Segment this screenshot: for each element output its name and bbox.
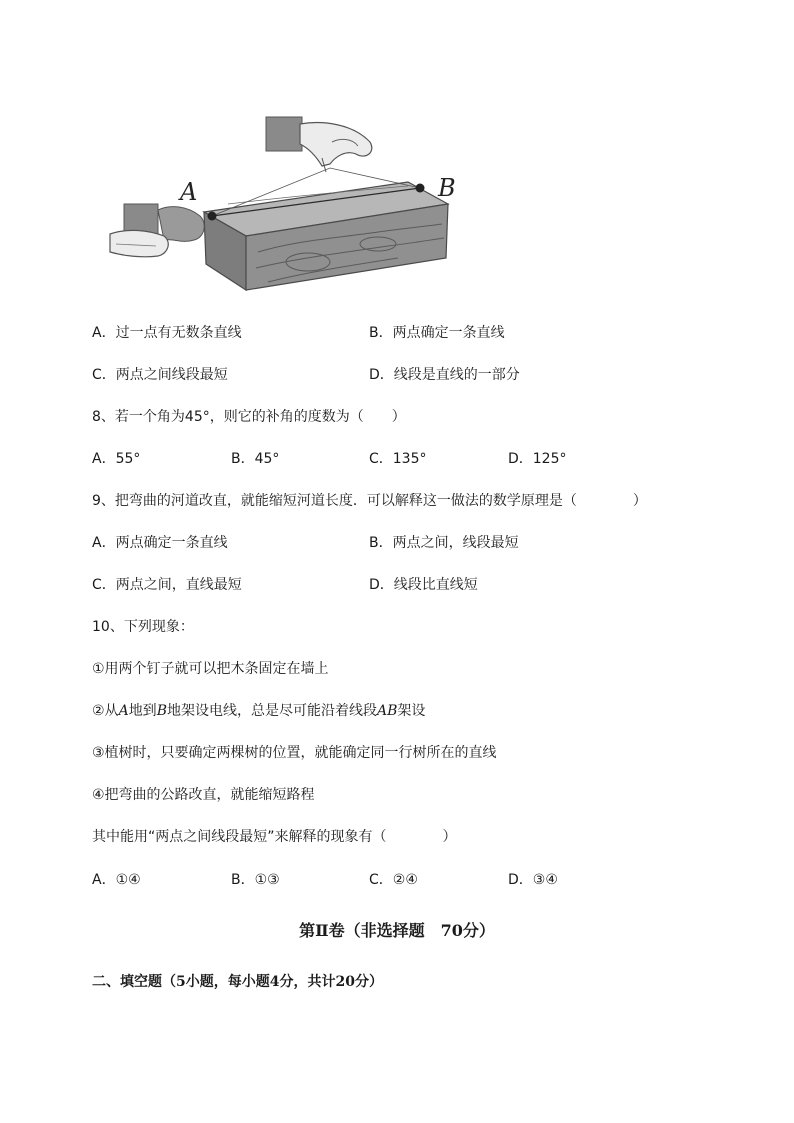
q8-option-c: C．135° — [369, 451, 427, 467]
fill-in-section-heading: 二、填空题（5小题，每小题4分，共计20分） — [92, 974, 383, 990]
q10-item-4: ④把弯曲的公路改直，就能缩短路程 — [92, 787, 315, 803]
q10-item-2-point-b: B — [156, 703, 167, 719]
q9-option-d: D．线段比直线短 — [369, 577, 478, 593]
q10-item-2-end: 架设 — [397, 703, 426, 719]
q10-item-1: ①用两个钉子就可以把木条固定在墙上 — [92, 661, 329, 677]
wood-block-illustration — [204, 182, 448, 290]
string-on-wood-block-figure — [108, 112, 468, 297]
q7-option-c: C．两点之间线段最短 — [92, 367, 228, 383]
q9-stem: 9、把弯曲的河道改直，就能缩短河道长度．可以解释这一做法的数学原理是（ ） — [92, 493, 647, 509]
left-hand-illustration — [110, 204, 204, 257]
q8-option-d: D．125° — [508, 451, 567, 467]
part-2-title: 第Ⅱ卷（非选择题 70分） — [299, 921, 495, 940]
q9-option-c: C．两点之间，直线最短 — [92, 577, 242, 593]
q10-ask: 其中能用“两点之间线段最短”来解释的现象有（ ） — [92, 829, 457, 845]
q7-option-d: D．线段是直线的一部分 — [369, 367, 520, 383]
nail-b-icon — [416, 184, 425, 193]
q7-option-b: B．两点确定一条直线 — [369, 325, 505, 341]
right-hand-illustration — [266, 117, 372, 172]
q10-item-2-pre: ②从 — [92, 703, 119, 719]
q10-stem: 10、下列现象： — [92, 619, 194, 635]
point-b-label: B — [438, 174, 456, 202]
q8-option-b: B．45° — [231, 451, 280, 467]
q10-item-2-post: 地架设电线，总是尽可能沿着线段 — [166, 703, 377, 719]
q10-option-a: A．①④ — [92, 872, 141, 888]
q7-option-a: A．过一点有无数条直线 — [92, 325, 242, 341]
q10-item-2-mid: 地到 — [128, 703, 157, 719]
nail-a-icon — [208, 212, 217, 221]
q9-option-a: A．两点确定一条直线 — [92, 535, 228, 551]
q8-stem: 8、若一个角为45°，则它的补角的度数为（ ） — [92, 409, 406, 425]
q10-option-c: C．②④ — [369, 872, 418, 888]
q10-item-2-point-a: A — [118, 703, 129, 719]
q9-option-b: B．两点之间，线段最短 — [369, 535, 519, 551]
q8-option-a: A．55° — [92, 451, 141, 467]
point-a-label: A — [180, 178, 198, 206]
q10-item-2 — [92, 702, 425, 720]
q10-item-2-segment-ab: AB — [376, 703, 398, 719]
q10-option-d: D．③④ — [508, 872, 558, 888]
q10-item-3: ③植树时，只要确定两棵树的位置，就能确定同一行树所在的直线 — [92, 745, 497, 761]
q10-option-b: B．①③ — [231, 872, 280, 888]
